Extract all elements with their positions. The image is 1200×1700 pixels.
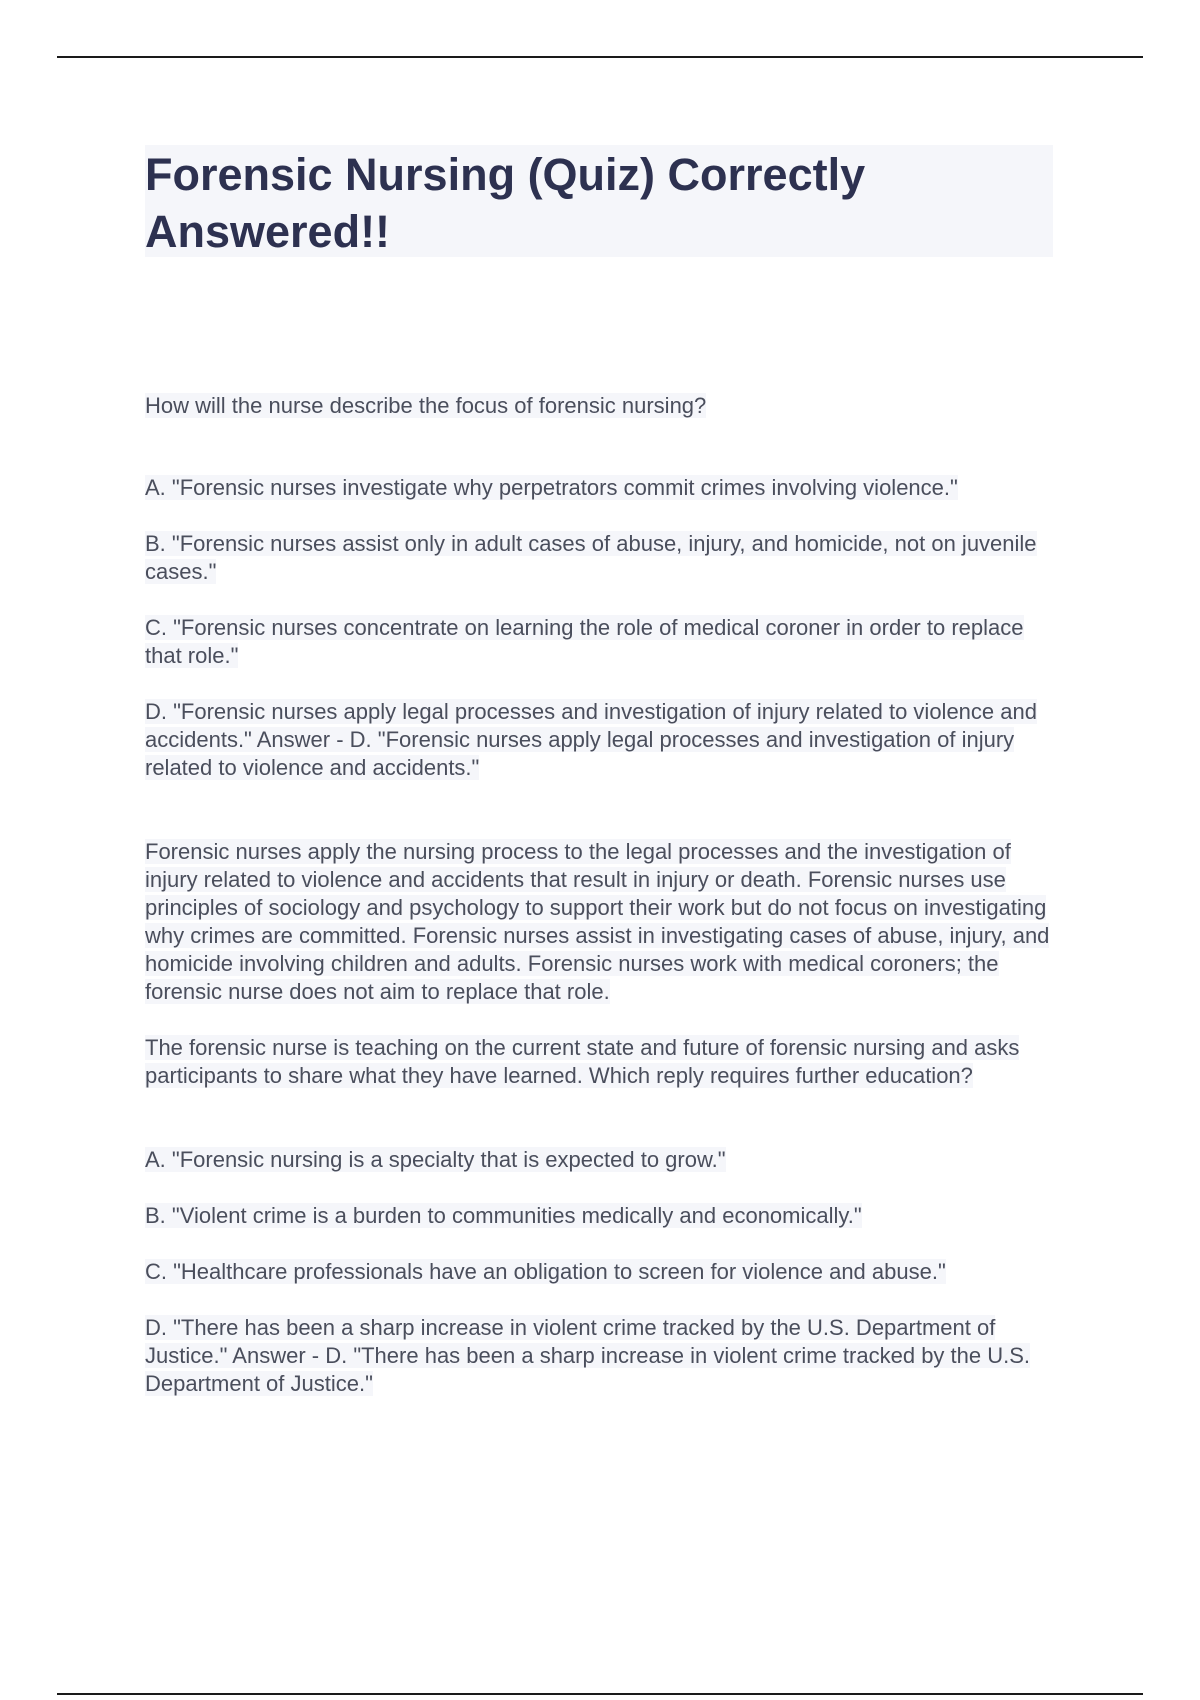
question-2-option-b: B. "Violent crime is a burden to communities medically and economically.": [145, 1203, 862, 1228]
question-2-prompt: The forensic nurse is teaching on the current state and future of forensic nursing and asks participants to share what they have learned. Which reply requires further education?: [145, 1035, 1020, 1088]
question-2-option-a: A. "Forensic nursing is a specialty that is expected to grow.": [145, 1147, 726, 1172]
question-1-explanation: Forensic nurses apply the nursing process to the legal processes and the investigation of injury related to violence and accidents that result in injury or death. Forensic nurses use principles of sociology and psychology to support their work but do not focus on investigating why crimes are committed. Forensic nurses assist in investigating cases of abuse, injury, and homicide involving children and adults. Forensic nurses work with medical coroners; the forensic nurse does not aim to replace that role.: [145, 839, 1050, 1004]
bottom-divider: [57, 1693, 1143, 1695]
question-1-prompt: How will the nurse describe the focus of forensic nursing?: [145, 393, 707, 418]
page-title: Forensic Nursing (Quiz) Correctly Answered!!: [145, 149, 866, 257]
top-divider: [57, 56, 1143, 58]
question-2-option-d-answer: D. "There has been a sharp increase in violent crime tracked by the U.S. Department of Justice." Answer - D. "There has been a sharp increase in violent crime tracked by the U.S. Department of Justice.": [145, 1315, 1031, 1396]
question-1-option-c: C. "Forensic nurses concentrate on learning the role of medical coroner in order to replace that role.": [145, 615, 1024, 668]
question-1-option-d-answer: D. "Forensic nurses apply legal processes and investigation of injury related to violence and accidents." Answer - D. "Forensic nurses apply legal processes and investigation of injury related to violence and accidents.": [145, 699, 1037, 780]
question-2-option-c: C. "Healthcare professionals have an obligation to screen for violence and abuse.": [145, 1259, 946, 1284]
question-1-option-b: B. "Forensic nurses assist only in adult cases of abuse, injury, and homicide, not on juvenile cases.": [145, 531, 1037, 584]
document-body: [145, 392, 1060, 1426]
question-1-option-a: A. "Forensic nurses investigate why perpetrators commit crimes involving violence.": [145, 475, 958, 500]
